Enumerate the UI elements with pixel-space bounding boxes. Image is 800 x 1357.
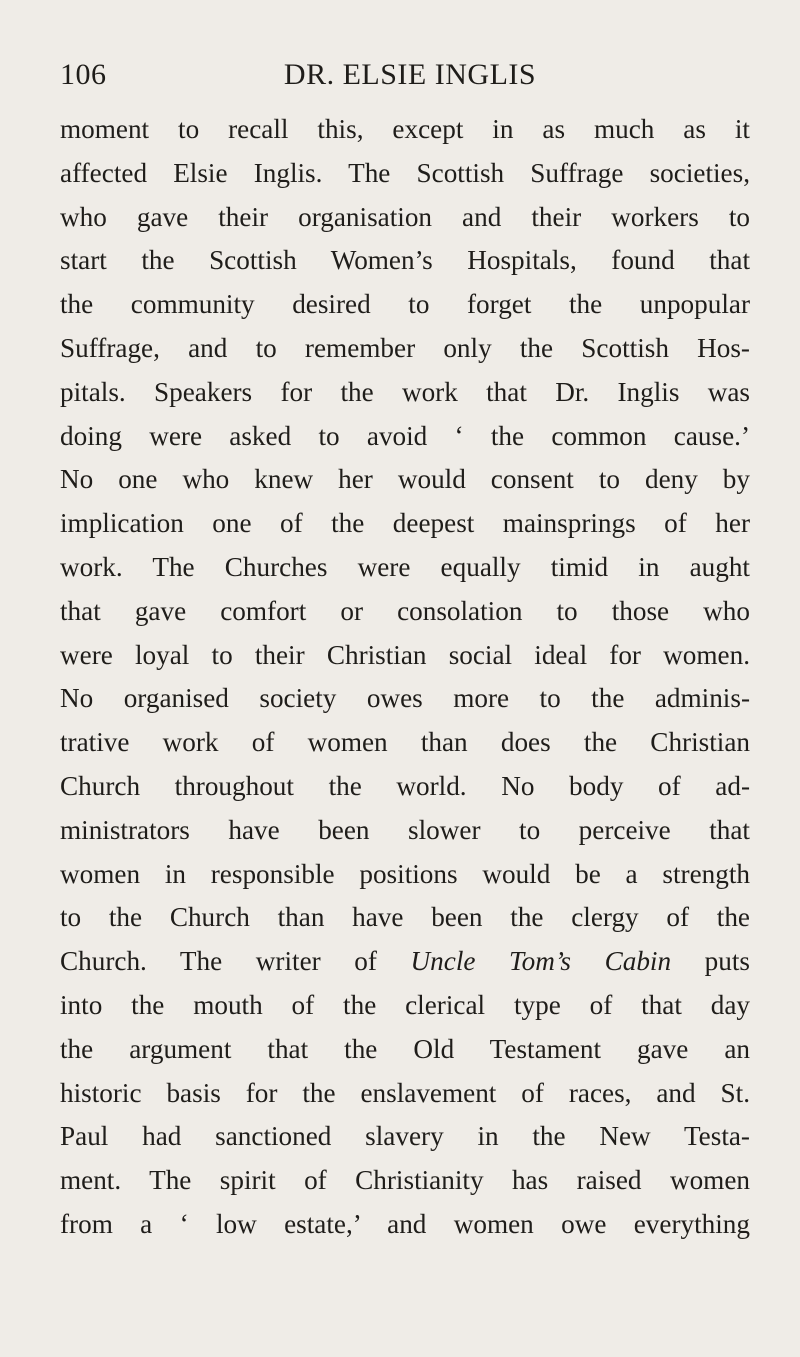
text-segment: Church. The writer of bbox=[60, 946, 411, 977]
text-line: from a ‘ low estate,’ and women owe everything bbox=[60, 1208, 750, 1239]
text-line: who gave their organisation and their workers to bbox=[60, 201, 750, 232]
text-line: No organised society owes more to the adminis- bbox=[60, 683, 750, 714]
text-line: historic basis for the enslavement of races, and St. bbox=[60, 1077, 750, 1108]
running-head bbox=[60, 58, 760, 98]
text-line: Paul had sanctioned slavery in the New Testa- bbox=[60, 1121, 750, 1152]
text-line: Suffrage, and to remember only the Scottish Hos- bbox=[60, 332, 750, 363]
text-line: affected Elsie Inglis. The Scottish Suffrage societies, bbox=[60, 157, 750, 188]
text-line: that gave comfort or consolation to those who bbox=[60, 595, 750, 626]
text-line: ment. The spirit of Christianity has raised women bbox=[60, 1165, 750, 1196]
text-line: into the mouth of the clerical type of that day bbox=[60, 989, 750, 1020]
text-line: No one who knew her would consent to deny by bbox=[60, 464, 750, 495]
text-line: to the Church than have been the clergy of the bbox=[60, 902, 750, 933]
page-number: 106 bbox=[60, 58, 107, 91]
book-title: Uncle Tom’s Cabin bbox=[410, 946, 672, 977]
text-line: work. The Churches were equally timid in aught bbox=[60, 551, 750, 582]
text-line: start the Scottish Women’s Hospitals, found that bbox=[60, 245, 750, 276]
text-line: the argument that the Old Testament gave an bbox=[60, 1033, 750, 1064]
text-line: implication one of the deepest mainsprings of her bbox=[60, 508, 750, 539]
text-line: pitals. Speakers for the work that Dr. Inglis was bbox=[60, 376, 750, 407]
text-line: were loyal to their Christian social ideal for women. bbox=[60, 639, 750, 670]
text-line bbox=[60, 940, 750, 984]
running-title: DR. ELSIE INGLIS bbox=[283, 58, 537, 91]
text-line: women in responsible positions would be a strength bbox=[60, 858, 750, 889]
body-text bbox=[60, 108, 750, 1247]
text-line: moment to recall this, except in as much as it bbox=[60, 114, 750, 144]
text-segment: puts bbox=[671, 946, 750, 977]
text-line: the community desired to forget the unpopular bbox=[60, 289, 750, 320]
text-line: trative work of women than does the Christian bbox=[60, 727, 750, 758]
text-line: ministrators have been slower to perceive that bbox=[60, 814, 750, 845]
text-line: Church throughout the world. No body of ad- bbox=[60, 770, 750, 801]
text-line: doing were asked to avoid ‘ the common cause.’ bbox=[60, 420, 750, 451]
